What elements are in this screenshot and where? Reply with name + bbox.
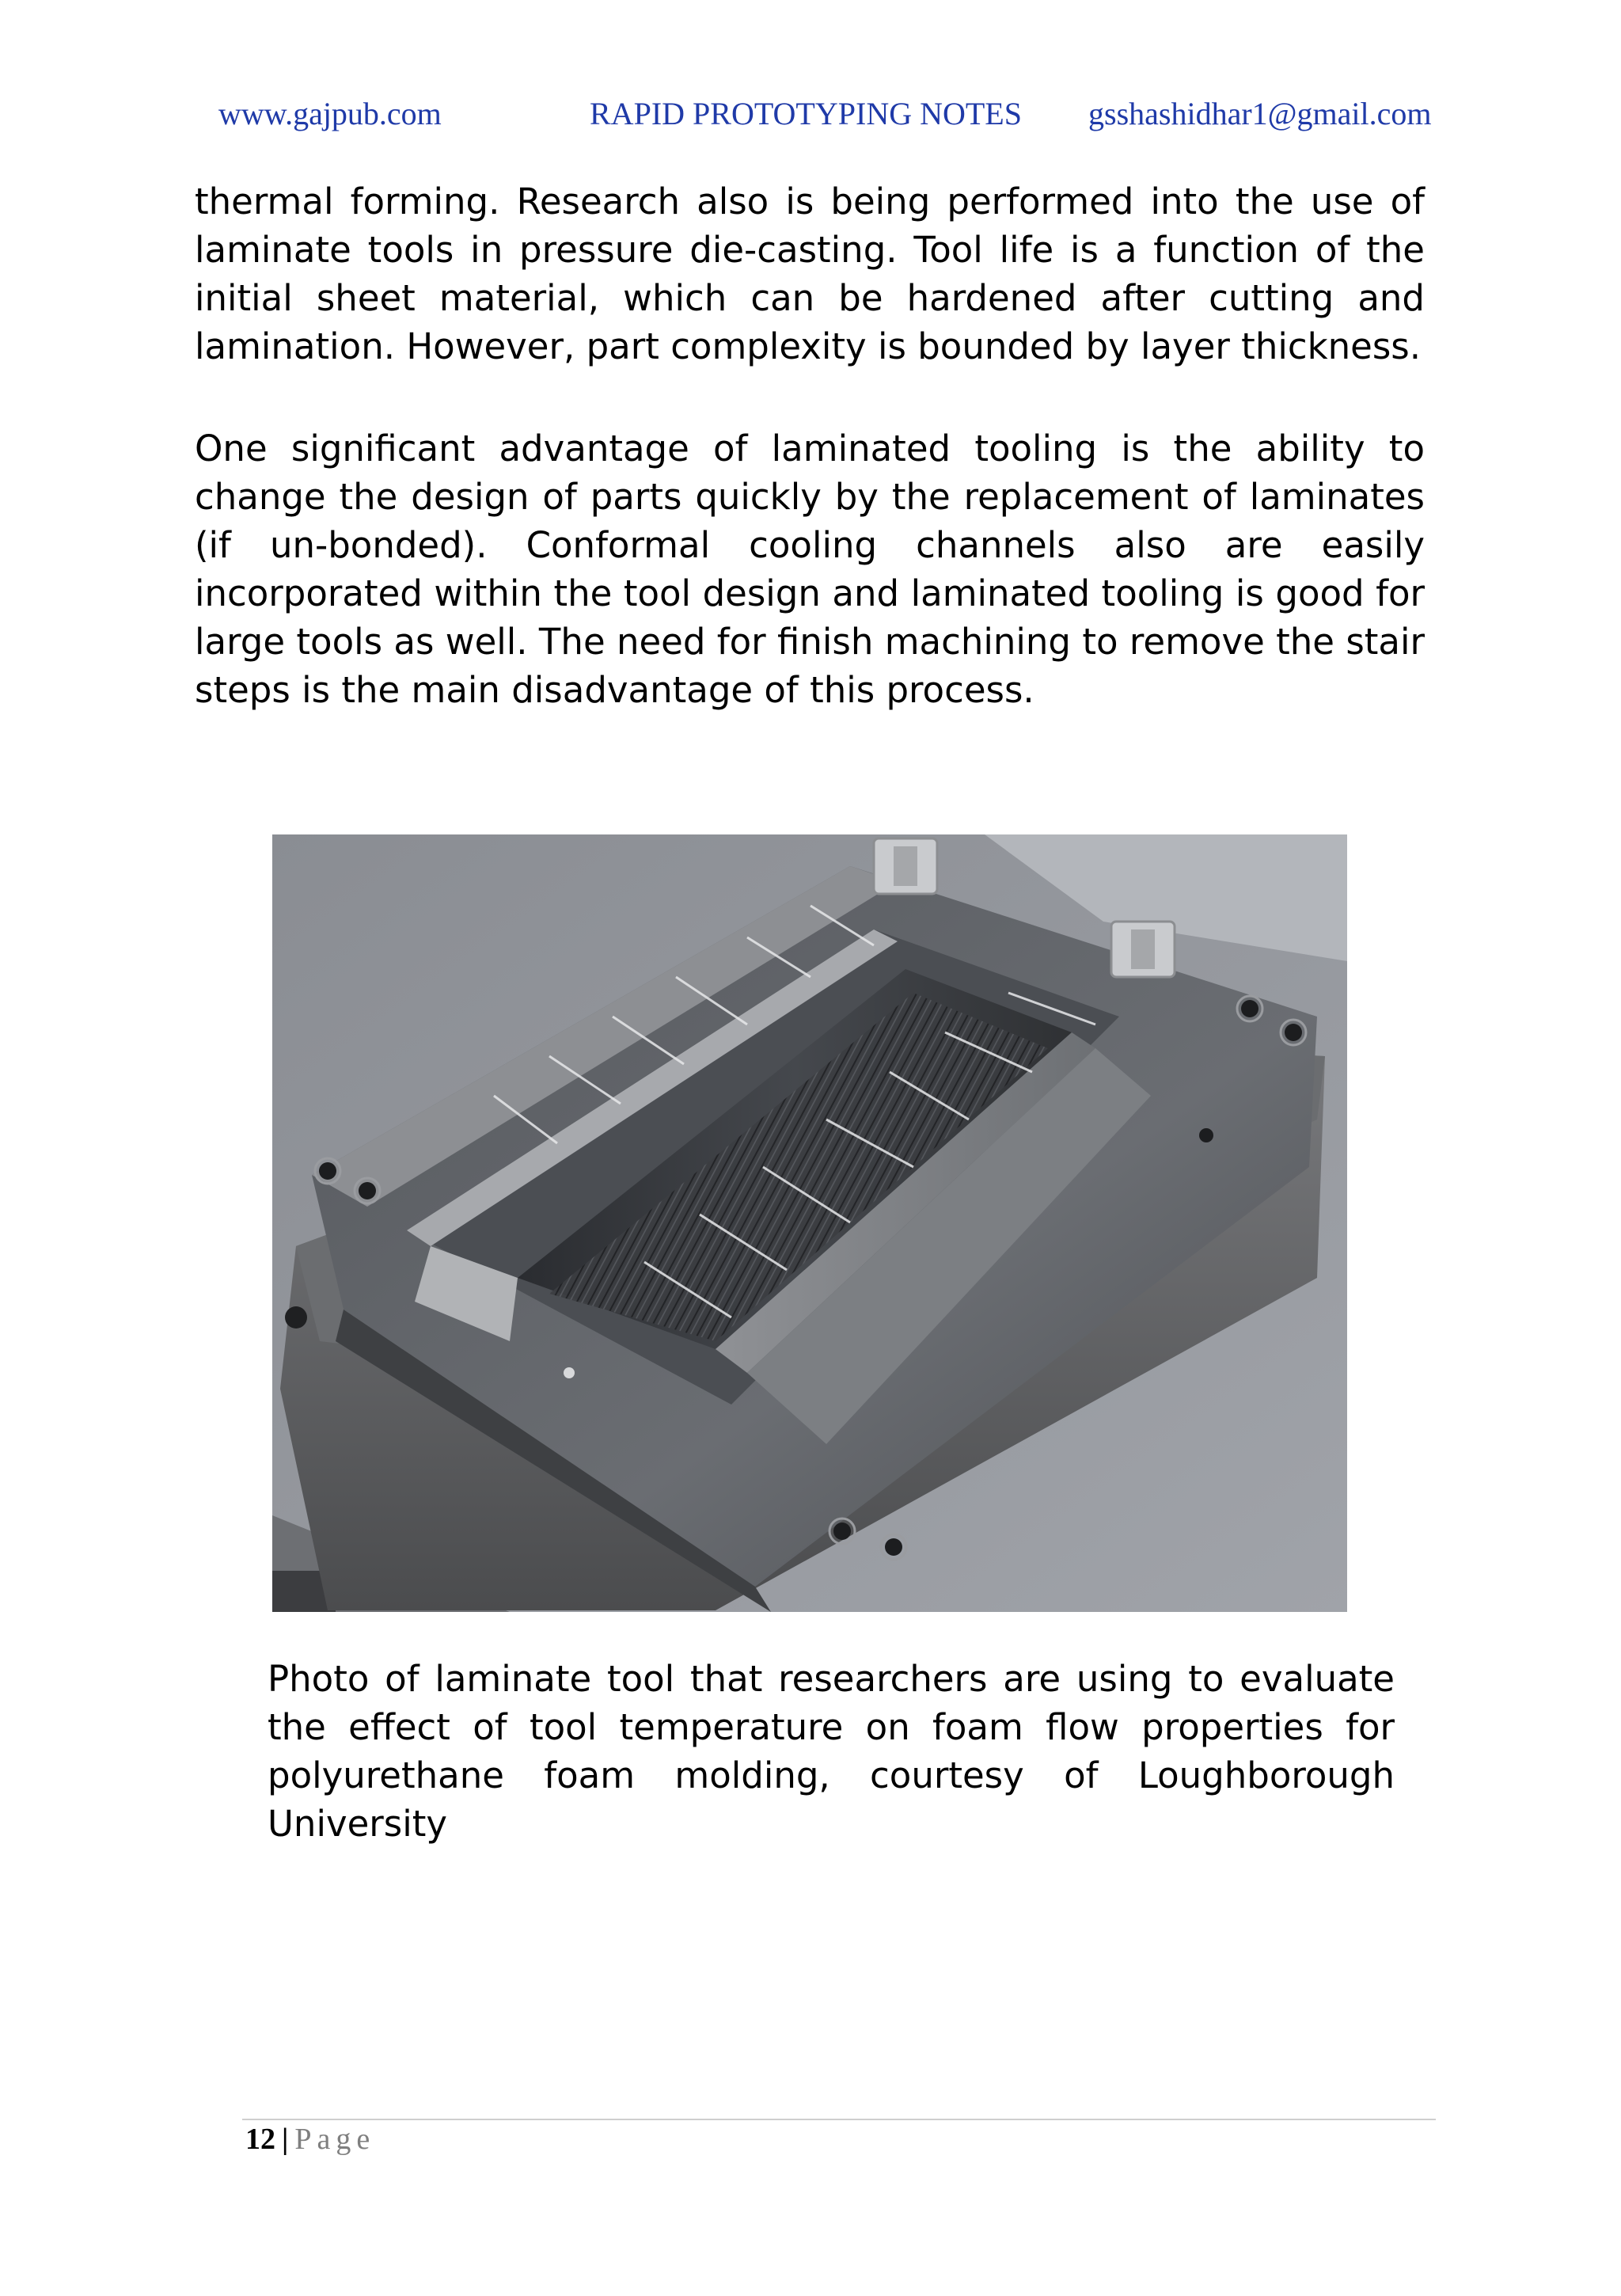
figure-caption: Photo of laminate tool that researchers are using to evaluate the effect of tool temperature on foam flow properties for polyurethane foam molding, courtesy of Loughborough University [268,1658,1395,1845]
body-paragraph-1: thermal forming. Research also is being performed into the use of laminate tools in pressure die-casting. Tool life is a function of the initial sheet material, which can be hardened after cutting and lamination. However, part complexity is bounded by layer thickness. [195,181,1425,367]
footer-divider [242,2119,1436,2120]
header-website[interactable]: www.gajpub.com [218,96,442,131]
footer-separator: | [282,2123,289,2156]
body-paragraph-2: One significant advantage of laminated tooling is the ability to change the design of parts quickly by the replacement of laminates (if un-bonded). Conformal cooling channels also are easily incorporated within the tool design and laminated tooling is good for large tools as well. The need for finish machining to remove the stair steps is the main disadvantage of this process. [195,428,1425,711]
laminate-tool-photo [272,834,1347,1612]
header-title: RAPID PROTOTYPING NOTES [590,96,1022,131]
header-email[interactable]: gsshashidhar1@gmail.com [1088,96,1432,131]
page-number: 12 [245,2123,275,2156]
page-header [0,95,1621,143]
page-label: Page [294,2123,376,2156]
page-footer [245,2122,375,2157]
